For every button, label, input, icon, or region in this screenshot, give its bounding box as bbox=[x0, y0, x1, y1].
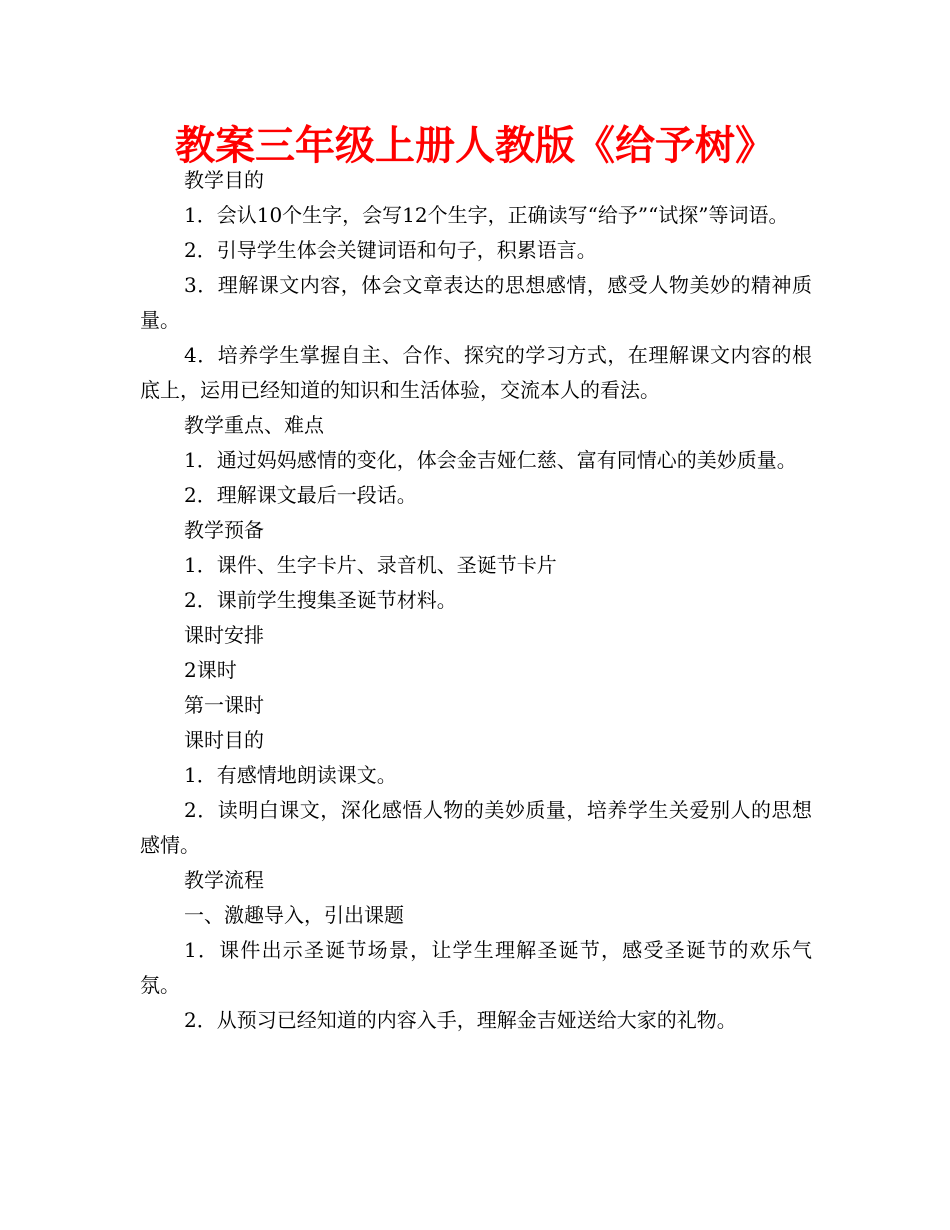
document-title: 教案三年级上册人教版《给予树》 bbox=[175, 123, 775, 169]
section-heading: 教学预备 bbox=[184, 518, 264, 542]
paragraph: 1．通过妈妈感情的变化，体会金吉娅仁慈、富有同情心的美妙质量。 bbox=[184, 448, 797, 472]
paragraph: 1．有感情地朗读课文。 bbox=[184, 763, 397, 787]
paragraph: 4．培养学生掌握自主、合作、探究的学习方式，在理解课文内容的根底上，运用已经知道的知识和生活体验，交流本人的看法。 bbox=[140, 343, 812, 402]
paragraph: 3．理解课文内容，体会文章表达的思想感情，感受人物美妙的精神质量。 bbox=[140, 273, 812, 332]
section-heading: 一、激趣导入，引出课题 bbox=[184, 903, 404, 927]
section-heading: 第一课时 bbox=[184, 693, 264, 717]
section-heading: 课时目的 bbox=[184, 728, 264, 752]
paragraph: 2．读明白课文，深化感悟人物的美妙质量，培养学生关爱别人的思想感情。 bbox=[140, 798, 812, 857]
paragraph: 2．从预习已经知道的内容入手，理解金吉娅送给大家的礼物。 bbox=[184, 1008, 737, 1032]
paragraph: 2．引导学生体会关键词语和句子，积累语言。 bbox=[184, 238, 597, 262]
paragraph: 1．课件出示圣诞节场景，让学生理解圣诞节，感受圣诞节的欢乐气氛。 bbox=[140, 938, 812, 997]
paragraph: 1．课件、生字卡片、录音机、圣诞节卡片 bbox=[184, 553, 557, 577]
section-heading: 教学重点、难点 bbox=[184, 413, 324, 437]
paragraph: 2．课前学生搜集圣诞节材料。 bbox=[184, 588, 457, 612]
section-heading: 教学流程 bbox=[184, 868, 264, 892]
document-body bbox=[140, 163, 812, 1038]
paragraph: 2课时 bbox=[184, 658, 237, 682]
section-heading: 课时安排 bbox=[184, 623, 264, 647]
paragraph: 2．理解课文最后一段话。 bbox=[184, 483, 417, 507]
paragraph: 1．会认10个生字，会写12个生字，正确读写“给予”“试探”等词语。 bbox=[184, 203, 789, 227]
section-heading: 教学目的 bbox=[184, 168, 264, 192]
